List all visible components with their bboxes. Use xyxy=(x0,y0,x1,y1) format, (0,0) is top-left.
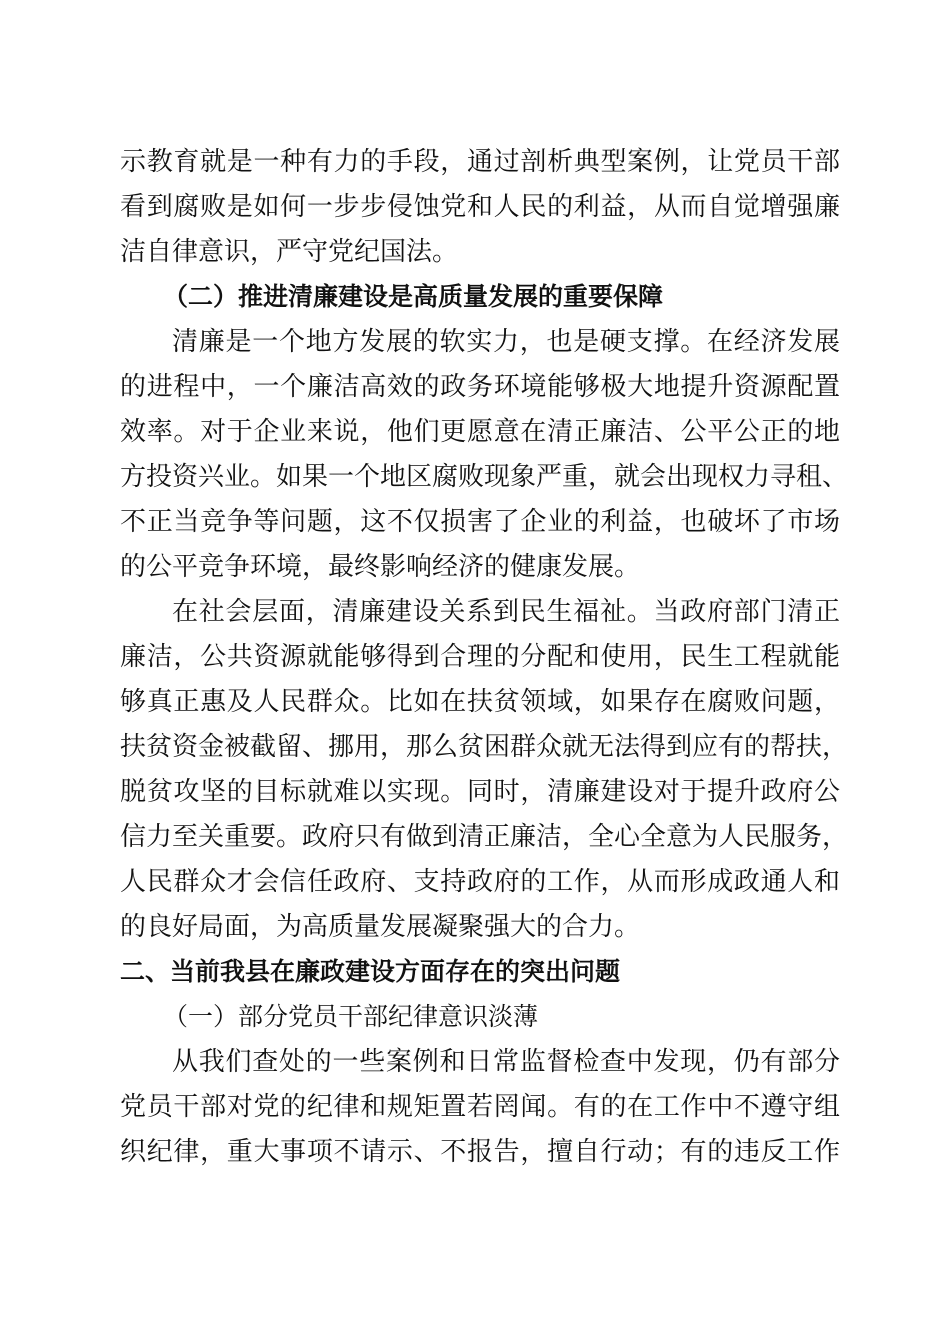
paragraph-line: 看到腐败是如何一步步侵蚀党和人民的利益，从而自觉增强廉 xyxy=(120,192,840,222)
paragraph-line: 的良好局面，为高质量发展凝聚强大的合力。 xyxy=(120,912,641,942)
paragraph-line: 洁自律意识，严守党纪国法。 xyxy=(120,237,459,267)
paragraph-line: 党员干部对党的纪律和规矩置若罔闻。有的在工作中不遵守组 xyxy=(120,1092,840,1122)
paragraph-line: 在社会层面，清廉建设关系到民生福祉。当政府部门清正 xyxy=(172,597,840,627)
paragraph-line: 效率。对于企业来说，他们更愿意在清正廉洁、公平公正的地 xyxy=(120,417,840,447)
section-subheading: （一）部分党员干部纪律意识淡薄 xyxy=(163,1002,539,1031)
section-subheading: （二）推进清廉建设是高质量发展的重要保障 xyxy=(163,282,664,311)
paragraph-line: 示教育就是一种有力的手段，通过剖析典型案例，让党员干部 xyxy=(120,147,840,177)
paragraph-line: 脱贫攻坚的目标就难以实现。同时，清廉建设对于提升政府公 xyxy=(120,777,840,807)
section-heading: 二、当前我县在廉政建设方面存在的突出问题 xyxy=(120,957,621,986)
paragraph-line: 的进程中，一个廉洁高效的政务环境能够极大地提升资源配置 xyxy=(120,372,840,402)
paragraph-line: 方投资兴业。如果一个地区腐败现象严重，就会出现权力寻租、 xyxy=(120,462,849,492)
paragraph-line: 从我们查处的一些案例和日常监督检查中发现，仍有部分 xyxy=(172,1047,840,1077)
paragraph-line: 清廉是一个地方发展的软实力，也是硬支撑。在经济发展 xyxy=(172,327,840,357)
paragraph-line: 廉洁，公共资源就能够得到合理的分配和使用，民生工程就能 xyxy=(120,642,840,672)
paragraph-line: 人民群众才会信任政府、支持政府的工作，从而形成政通人和 xyxy=(120,867,840,897)
paragraph-line: 信力至关重要。政府只有做到清正廉洁，全心全意为人民服务， xyxy=(120,822,849,852)
paragraph-line: 扶贫资金被截留、挪用，那么贫困群众就无法得到应有的帮扶， xyxy=(120,732,849,762)
paragraph-line: 够真正惠及人民群众。比如在扶贫领域，如果存在腐败问题， xyxy=(120,687,840,717)
paragraph-line: 不正当竞争等问题，这不仅损害了企业的利益，也破坏了市场 xyxy=(120,507,840,537)
paragraph-line: 织纪律，重大事项不请示、不报告，擅自行动；有的违反工作 xyxy=(120,1137,840,1167)
paragraph-line: 的公平竞争环境，最终影响经济的健康发展。 xyxy=(120,552,641,582)
